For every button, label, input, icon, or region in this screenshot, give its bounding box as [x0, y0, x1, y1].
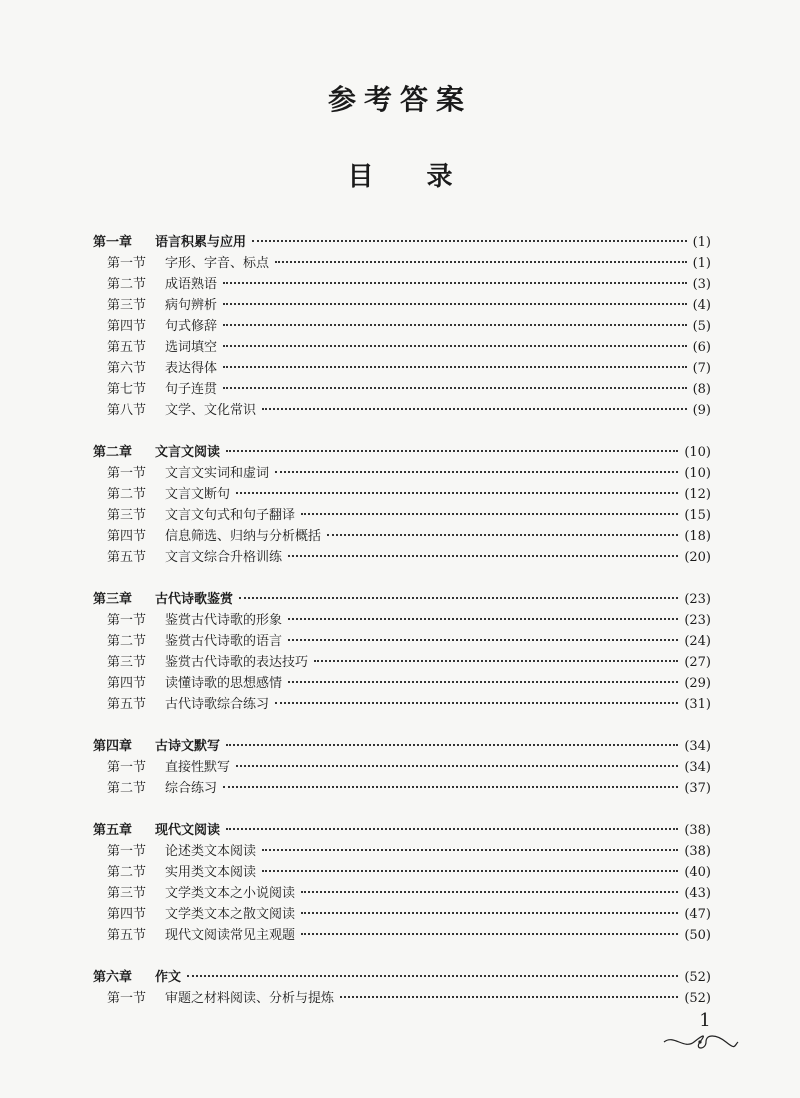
dot-leader [226, 828, 678, 830]
dot-leader [223, 324, 687, 326]
dot-leader [314, 660, 678, 662]
section-entry [93, 358, 711, 379]
chapter-number: 第二章 [93, 445, 133, 460]
chapter-title: 文言文阅读 [155, 445, 221, 460]
toc-chapter-group [93, 442, 711, 568]
section-entry [93, 925, 711, 946]
section-number: 第一节 [107, 844, 147, 859]
chapter-page: (1) [692, 235, 711, 250]
section-page: (8) [692, 382, 711, 397]
section-number: 第四节 [107, 676, 147, 691]
section-title: 文言文句式和句子翻译 [165, 508, 296, 523]
section-title: 鉴赏古代诗歌的形象 [165, 613, 283, 628]
section-number: 第五节 [107, 928, 147, 943]
section-number: 第四节 [107, 319, 147, 334]
section-title: 病句辨析 [165, 298, 218, 313]
section-number: 第二节 [107, 487, 147, 502]
section-entry [93, 862, 711, 883]
section-entry [93, 757, 711, 778]
dot-leader [226, 450, 678, 452]
section-entry [93, 463, 711, 484]
section-page: (38) [684, 844, 711, 859]
section-title: 信息筛选、归纳与分析概括 [165, 529, 322, 544]
page-number: 1 [699, 1010, 711, 1031]
dot-leader [275, 471, 678, 473]
section-title: 文学类文本之散文阅读 [165, 907, 296, 922]
dot-leader [301, 891, 678, 893]
dot-leader [262, 849, 678, 851]
chapter-title: 古代诗歌鉴赏 [155, 592, 234, 607]
section-page: (29) [684, 676, 711, 691]
section-entry [93, 904, 711, 925]
chapter-title: 现代文阅读 [155, 823, 221, 838]
section-number: 第五节 [107, 340, 147, 355]
chapter-page: (38) [684, 823, 711, 838]
section-page: (52) [684, 991, 711, 1006]
section-entry [93, 484, 711, 505]
section-title: 读懂诗歌的思想感情 [165, 676, 283, 691]
dot-leader [223, 366, 687, 368]
section-title: 字形、字音、标点 [165, 256, 270, 271]
dot-leader [275, 261, 687, 263]
section-number: 第七节 [107, 382, 147, 397]
section-entry [93, 505, 711, 526]
dot-leader [327, 534, 678, 536]
section-entry [93, 316, 711, 337]
section-number: 第四节 [107, 907, 147, 922]
section-page: (1) [692, 256, 711, 271]
chapter-page: (23) [684, 592, 711, 607]
section-entry [93, 652, 711, 673]
section-number: 第三节 [107, 298, 147, 313]
chapter-title: 作文 [155, 970, 182, 985]
section-entry [93, 274, 711, 295]
chapter-number: 第五章 [93, 823, 133, 838]
section-page: (6) [692, 340, 711, 355]
section-title: 文言文断句 [165, 487, 231, 502]
section-page: (31) [684, 697, 711, 712]
dot-leader [223, 282, 687, 284]
section-entry [93, 610, 711, 631]
dot-leader [223, 303, 687, 305]
ornament-icon [660, 1032, 740, 1052]
section-entry [93, 778, 711, 799]
dot-leader [252, 240, 687, 242]
dot-leader [288, 639, 678, 641]
dot-leader [288, 555, 678, 557]
chapter-title: 语言积累与应用 [155, 235, 247, 250]
toc-chapter-group [93, 967, 711, 1009]
chapter-entry [93, 967, 711, 988]
toc-chapter-group [93, 820, 711, 946]
dot-leader [236, 492, 678, 494]
dot-leader [340, 996, 678, 998]
section-title: 古代诗歌综合练习 [165, 697, 270, 712]
section-title: 文言文综合升格训练 [165, 550, 283, 565]
section-entry [93, 673, 711, 694]
section-title: 鉴赏古代诗歌的表达技巧 [165, 655, 309, 670]
section-page: (12) [684, 487, 711, 502]
section-number: 第二节 [107, 865, 147, 880]
section-number: 第三节 [107, 886, 147, 901]
section-title: 文言文实词和虚词 [165, 466, 270, 481]
dot-leader [288, 681, 678, 683]
section-number: 第三节 [107, 508, 147, 523]
table-of-contents [93, 232, 711, 1030]
toc-chapter-group [93, 736, 711, 799]
section-entry [93, 337, 711, 358]
section-number: 第四节 [107, 529, 147, 544]
section-number: 第一节 [107, 991, 147, 1006]
section-page: (50) [684, 928, 711, 943]
section-page: (15) [684, 508, 711, 523]
section-page: (18) [684, 529, 711, 544]
section-page: (5) [692, 319, 711, 334]
section-page: (4) [692, 298, 711, 313]
section-entry [93, 631, 711, 652]
section-entry [93, 379, 711, 400]
dot-leader [236, 765, 678, 767]
chapter-page: (52) [684, 970, 711, 985]
chapter-entry [93, 820, 711, 841]
section-page: (3) [692, 277, 711, 292]
chapter-page: (10) [684, 445, 711, 460]
section-title: 实用类文本阅读 [165, 865, 257, 880]
dot-leader [187, 975, 678, 977]
chapter-number: 第六章 [93, 970, 133, 985]
section-title: 审题之材料阅读、分析与提炼 [165, 991, 335, 1006]
section-title: 成语熟语 [165, 277, 218, 292]
section-number: 第三节 [107, 655, 147, 670]
section-number: 第二节 [107, 634, 147, 649]
section-entry [93, 883, 711, 904]
toc-chapter-group [93, 589, 711, 715]
section-entry [93, 547, 711, 568]
section-title: 文学类文本之小说阅读 [165, 886, 296, 901]
section-title: 论述类文本阅读 [165, 844, 257, 859]
section-entry [93, 253, 711, 274]
section-number: 第二节 [107, 277, 147, 292]
section-number: 第二节 [107, 781, 147, 796]
section-title: 句式修辞 [165, 319, 218, 334]
section-number: 第六节 [107, 361, 147, 376]
section-page: (24) [684, 634, 711, 649]
chapter-page: (34) [684, 739, 711, 754]
section-number: 第一节 [107, 760, 147, 775]
section-page: (9) [692, 403, 711, 418]
section-number: 第一节 [107, 256, 147, 271]
dot-leader [223, 387, 687, 389]
dot-leader [262, 870, 678, 872]
section-number: 第五节 [107, 697, 147, 712]
dot-leader [275, 702, 678, 704]
toc-chapter-group [93, 232, 711, 421]
section-page: (34) [684, 760, 711, 775]
dot-leader [226, 744, 678, 746]
dot-leader [262, 408, 687, 410]
section-entry [93, 694, 711, 715]
dot-leader [239, 597, 678, 599]
chapter-entry [93, 589, 711, 610]
chapter-number: 第一章 [93, 235, 133, 250]
dot-leader [288, 618, 678, 620]
dot-leader [223, 345, 687, 347]
section-number: 第一节 [107, 613, 147, 628]
dot-leader [223, 786, 678, 788]
dot-leader [301, 912, 678, 914]
section-page: (47) [684, 907, 711, 922]
toc-title: 目 录 [347, 162, 475, 192]
dot-leader [301, 513, 678, 515]
section-title: 表达得体 [165, 361, 218, 376]
section-title: 文学、文化常识 [165, 403, 257, 418]
section-entry [93, 295, 711, 316]
section-entry [93, 988, 711, 1009]
section-entry [93, 841, 711, 862]
section-number: 第五节 [107, 550, 147, 565]
chapter-title: 古诗文默写 [155, 739, 221, 754]
section-entry [93, 400, 711, 421]
chapter-entry [93, 736, 711, 757]
dot-leader [301, 933, 678, 935]
section-page: (40) [684, 865, 711, 880]
section-page: (23) [684, 613, 711, 628]
section-page: (10) [684, 466, 711, 481]
section-title: 鉴赏古代诗歌的语言 [165, 634, 283, 649]
chapter-entry [93, 442, 711, 463]
section-page: (20) [684, 550, 711, 565]
section-title: 选词填空 [165, 340, 218, 355]
section-title: 句子连贯 [165, 382, 218, 397]
section-title: 直接性默写 [165, 760, 231, 775]
chapter-number: 第三章 [93, 592, 133, 607]
section-title: 综合练习 [165, 781, 218, 796]
section-title: 现代文阅读常见主观题 [165, 928, 296, 943]
section-page: (7) [692, 361, 711, 376]
section-page: (37) [684, 781, 711, 796]
chapter-number: 第四章 [93, 739, 133, 754]
page-title: 参考答案 [327, 83, 472, 116]
section-page: (43) [684, 886, 711, 901]
section-number: 第一节 [107, 466, 147, 481]
section-number: 第八节 [107, 403, 147, 418]
section-page: (27) [684, 655, 711, 670]
chapter-entry [93, 232, 711, 253]
section-entry [93, 526, 711, 547]
